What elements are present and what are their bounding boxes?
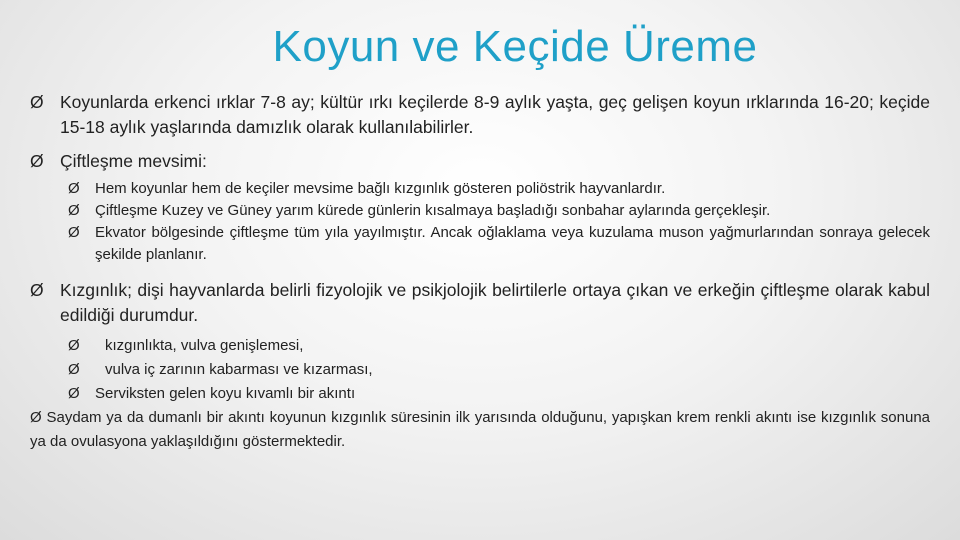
subitem-cervix-discharge	[30, 382, 930, 406]
arrow-bullet-icon: Ø	[68, 337, 80, 354]
subitem-text: Çiftleşme Kuzey ve Güney yarım kürede günlerin kısalmaya başladığı sonbahar aylarında gerçekleşir.	[95, 202, 771, 219]
subitem-text: kızgınlıkta, vulva genişlemesi,	[105, 337, 304, 354]
bullet-text: Koyunlarda erkenci ırklar 7-8 ay; kültür ırkı keçilerde 8-9 aylık yaşta, geç gelişen koyun ırklarında 16-20; keçide 15-18 aylık yaşlarında damızlık olarak kullanılabilirler.	[60, 92, 930, 137]
final-note-text: Saydam ya da dumanlı bir akıntı koyunun kızgınlık süresinin ilk yarısında olduğunu, yapışkan krem renkli akıntı ise kızgınlık sonuna ya da ovulasyona yaklaşıldığını göstermektedir.	[30, 409, 930, 450]
arrow-bullet-icon: Ø	[68, 180, 80, 197]
bullet-item-maturity	[30, 90, 930, 140]
subitem-text: Ekvator bölgesinde çiftleşme tüm yıla yayılmıştır. Ancak oğlaklama veya kuzulama muson yağmurlarından sonraya gelecek şekilde planlanır.	[95, 224, 930, 263]
arrow-bullet-icon: Ø	[30, 92, 44, 112]
bullet-text: Çiftleşme mevsimi:	[60, 151, 207, 171]
mating-subitems	[30, 178, 930, 266]
estrus-subitems	[30, 334, 930, 406]
arrow-bullet-icon: Ø	[68, 224, 80, 241]
slide-title: Koyun ve Keçide Üreme	[272, 22, 758, 71]
subitem-equator	[30, 222, 930, 266]
arrow-bullet-icon: Ø	[30, 151, 44, 171]
arrow-bullet-icon: Ø	[68, 361, 80, 378]
arrow-bullet-icon: Ø	[30, 409, 42, 426]
final-note	[30, 406, 930, 454]
subitem-vulva-swelling	[30, 334, 930, 358]
bullet-text: Kızgınlık; dişi hayvanlarda belirli fizyolojik ve psikjolojik belirtilerle ortaya çıkan ve erkeğin çiftleşme olarak kabul edildiği durumdur.	[60, 280, 930, 325]
bullet-item-mating-season	[30, 149, 930, 174]
subitem-hemisphere	[30, 200, 930, 222]
subitem-vulva-redness	[30, 358, 930, 382]
subitem-text: vulva iç zarının kabarması ve kızarması,	[105, 361, 373, 378]
arrow-bullet-icon: Ø	[30, 280, 44, 300]
subitem-text: Serviksten gelen koyu kıvamlı bir akıntı	[95, 385, 356, 402]
subitem-polyestrous	[30, 178, 930, 200]
subitem-text: Hem koyunlar hem de keçiler mevsime bağlı kızgınlık gösteren poliöstrik hayvanlardır.	[95, 180, 666, 197]
arrow-bullet-icon: Ø	[68, 202, 80, 219]
slide-content	[30, 90, 930, 454]
bullet-item-estrus	[30, 278, 930, 328]
arrow-bullet-icon: Ø	[68, 385, 80, 402]
